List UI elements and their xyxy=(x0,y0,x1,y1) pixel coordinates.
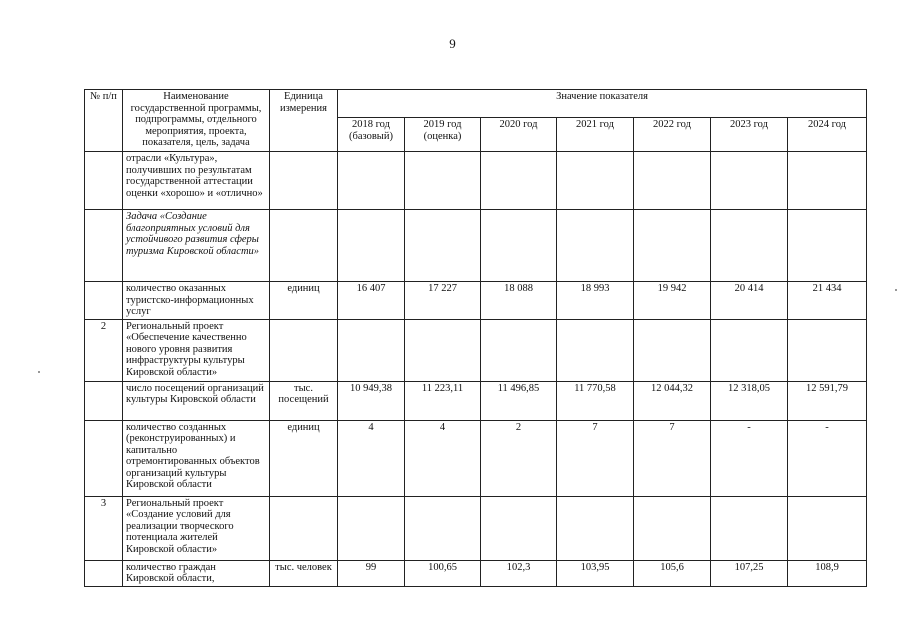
row-number-cell xyxy=(85,381,123,420)
row-value-cell: 12 318,05 xyxy=(711,381,788,420)
row-value-cell xyxy=(481,210,557,282)
row-value-cell: 11 223,11 xyxy=(405,381,481,420)
row-value-cell: 12 044,32 xyxy=(634,381,711,420)
page-number: 9 xyxy=(449,36,456,51)
row-value-cell xyxy=(557,496,634,560)
row-value-cell xyxy=(338,496,405,560)
row-unit-cell: тыс. человек xyxy=(270,560,338,586)
row-value-cell xyxy=(634,496,711,560)
table-row xyxy=(85,560,867,586)
row-value-cell xyxy=(788,319,867,381)
row-name-cell: количество граждан Кировской области, xyxy=(123,560,270,586)
scan-speck xyxy=(38,371,40,373)
row-value-cell xyxy=(481,152,557,210)
header-num: № п/п xyxy=(85,90,123,152)
header-year: 2022 год xyxy=(634,118,711,152)
row-value-cell xyxy=(405,152,481,210)
row-value-cell xyxy=(557,319,634,381)
row-value-cell: - xyxy=(788,420,867,496)
row-name-cell: число посещений организаций культуры Кировской области xyxy=(123,381,270,420)
row-name-cell: Региональный проект «Создание условий для реализации творческого потенциала жителей Кировской области» xyxy=(123,496,270,560)
row-unit-cell xyxy=(270,319,338,381)
row-value-cell xyxy=(788,152,867,210)
row-value-cell xyxy=(711,152,788,210)
row-number-cell xyxy=(85,420,123,496)
row-value-cell: 17 227 xyxy=(405,282,481,320)
header-year: 2020 год xyxy=(481,118,557,152)
row-unit-cell: единиц xyxy=(270,420,338,496)
row-value-cell: 108,9 xyxy=(788,560,867,586)
row-value-cell: 11 770,58 xyxy=(557,381,634,420)
row-value-cell: 102,3 xyxy=(481,560,557,586)
indicator-table xyxy=(84,89,867,587)
header-value-group: Значение показателя xyxy=(338,90,867,118)
table-body xyxy=(85,152,867,587)
header-year: 2024 год xyxy=(788,118,867,152)
row-value-cell xyxy=(557,152,634,210)
row-value-cell xyxy=(481,496,557,560)
row-value-cell: 4 xyxy=(405,420,481,496)
row-value-cell xyxy=(557,210,634,282)
row-value-cell: 4 xyxy=(338,420,405,496)
table-row xyxy=(85,152,867,210)
table-row xyxy=(85,381,867,420)
row-unit-cell: единиц xyxy=(270,282,338,320)
row-value-cell: 18 993 xyxy=(557,282,634,320)
row-value-cell: 19 942 xyxy=(634,282,711,320)
row-value-cell: 100,65 xyxy=(405,560,481,586)
table-row xyxy=(85,282,867,320)
row-value-cell xyxy=(634,152,711,210)
header-name: Наименование государственной программы, подпрограммы, отдельного мероприятия, проекта, показателя, цель, задача xyxy=(123,90,270,152)
row-value-cell xyxy=(481,319,557,381)
row-number-cell xyxy=(85,152,123,210)
row-value-cell: 18 088 xyxy=(481,282,557,320)
header-year: 2018 год (базовый) xyxy=(338,118,405,152)
row-unit-cell xyxy=(270,152,338,210)
row-value-cell xyxy=(405,319,481,381)
row-value-cell xyxy=(405,496,481,560)
row-number-cell xyxy=(85,210,123,282)
header-year: 2023 год xyxy=(711,118,788,152)
row-name-cell: Задача «Создание благоприятных условий для устойчивого развития сферы туризма Кировской области» xyxy=(123,210,270,282)
row-name-cell: отрасли «Культура», получивших по результатам государственной аттестации оценки «хорошо» и «отлично» xyxy=(123,152,270,210)
row-value-cell: 7 xyxy=(634,420,711,496)
row-value-cell: 11 496,85 xyxy=(481,381,557,420)
row-number-cell xyxy=(85,282,123,320)
row-value-cell: 99 xyxy=(338,560,405,586)
row-number-cell xyxy=(85,560,123,586)
table-row xyxy=(85,319,867,381)
row-name-cell: количество оказанных туристско-информационных услуг xyxy=(123,282,270,320)
row-name-cell: Региональный проект «Обеспечение качественно нового уровня развития инфраструктуры культуры Кировской области» xyxy=(123,319,270,381)
row-value-cell: 10 949,38 xyxy=(338,381,405,420)
row-value-cell xyxy=(788,496,867,560)
row-value-cell xyxy=(788,210,867,282)
table-row xyxy=(85,210,867,282)
row-value-cell xyxy=(634,210,711,282)
row-value-cell: 105,6 xyxy=(634,560,711,586)
row-value-cell: 7 xyxy=(557,420,634,496)
row-value-cell xyxy=(338,210,405,282)
row-value-cell: 12 591,79 xyxy=(788,381,867,420)
row-value-cell: 20 414 xyxy=(711,282,788,320)
row-value-cell xyxy=(405,210,481,282)
table-row xyxy=(85,496,867,560)
row-unit-cell: тыс. посещений xyxy=(270,381,338,420)
row-value-cell: 21 434 xyxy=(788,282,867,320)
row-unit-cell xyxy=(270,210,338,282)
scan-speck xyxy=(895,289,897,291)
row-value-cell: 16 407 xyxy=(338,282,405,320)
row-value-cell: 2 xyxy=(481,420,557,496)
row-number-cell: 3 xyxy=(85,496,123,560)
row-name-cell: количество созданных (реконструированных) и капитально отремонтированных объектов организаций культуры Кировской области xyxy=(123,420,270,496)
row-value-cell xyxy=(338,152,405,210)
row-number-cell: 2 xyxy=(85,319,123,381)
row-value-cell: - xyxy=(711,420,788,496)
row-value-cell: 107,25 xyxy=(711,560,788,586)
row-value-cell xyxy=(634,319,711,381)
row-value-cell xyxy=(711,319,788,381)
table-row xyxy=(85,420,867,496)
row-value-cell xyxy=(711,496,788,560)
row-value-cell: 103,95 xyxy=(557,560,634,586)
row-unit-cell xyxy=(270,496,338,560)
header-year: 2021 год xyxy=(557,118,634,152)
header-unit: Единица измерения xyxy=(270,90,338,152)
row-value-cell xyxy=(338,319,405,381)
header-year: 2019 год (оценка) xyxy=(405,118,481,152)
row-value-cell xyxy=(711,210,788,282)
